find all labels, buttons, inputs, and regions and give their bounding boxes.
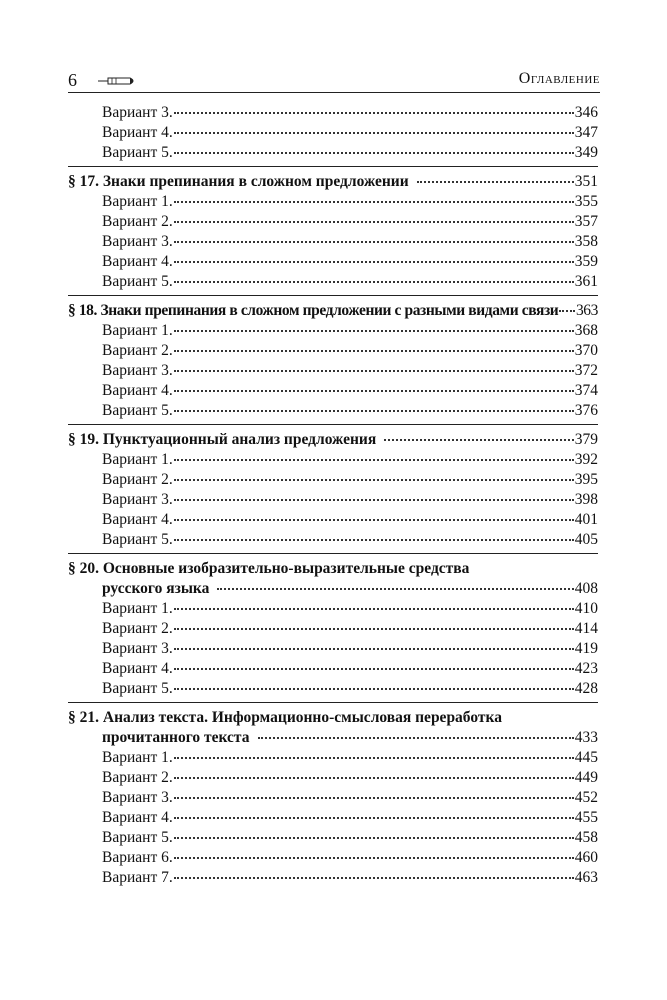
page-number: 6 bbox=[68, 70, 77, 90]
toc-entry[interactable]: Вариант 3. 358 bbox=[102, 233, 598, 250]
section-heading[interactable]: § 17. Знаки препинания в сложном предложении 351 bbox=[68, 173, 598, 190]
toc-entry[interactable]: Вариант 4. 401 bbox=[102, 511, 598, 528]
section-heading[interactable]: § 19. Пунктуационный анализ предложения 379 bbox=[68, 431, 598, 448]
toc-entry[interactable]: Вариант 7. 463 bbox=[102, 869, 598, 886]
section-heading[interactable]: § 20. Основные изобразительно-выразительные средства bbox=[68, 560, 470, 577]
toc-entry[interactable]: Вариант 5. 349 bbox=[102, 144, 598, 161]
toc-entry[interactable]: Вариант 3. 452 bbox=[102, 789, 598, 806]
toc-entry[interactable]: Вариант 3. 372 bbox=[102, 362, 598, 379]
toc-entry[interactable]: Вариант 4. 374 bbox=[102, 382, 598, 399]
toc-entry[interactable]: Вариант 3. 419 bbox=[102, 640, 598, 657]
toc-entry[interactable]: Вариант 5. 361 bbox=[102, 273, 598, 290]
toc-entry[interactable]: Вариант 2. 414 bbox=[102, 620, 598, 637]
section-heading[interactable]: § 18. Знаки препинания в сложном предложении с разными видами связи 363 bbox=[68, 302, 598, 319]
toc-entry[interactable]: Вариант 2. 395 bbox=[102, 471, 598, 488]
toc-entry[interactable]: Вариант 2. 449 bbox=[102, 769, 598, 786]
toc-section-19 bbox=[68, 430, 598, 554]
toc-entry[interactable]: Вариант 1. 368 bbox=[102, 322, 598, 339]
toc-entry[interactable]: Вариант 3. 398 bbox=[102, 491, 598, 508]
page-header bbox=[68, 64, 600, 93]
toc-entry[interactable]: Вариант 2. 370 bbox=[102, 342, 598, 359]
toc-entry[interactable]: Вариант 2. 357 bbox=[102, 213, 598, 230]
section-heading-continuation[interactable]: прочитанного текста 433 bbox=[102, 729, 598, 746]
toc-entry[interactable]: Вариант 5. 428 bbox=[102, 680, 598, 697]
running-title: Оглавление bbox=[518, 70, 600, 87]
pen-icon bbox=[96, 74, 138, 88]
toc-entry[interactable]: Вариант 1. 392 bbox=[102, 451, 598, 468]
toc-entry[interactable]: Вариант 4. 423 bbox=[102, 660, 598, 677]
toc-entry[interactable]: Вариант 1. 445 bbox=[102, 749, 598, 766]
toc-entry[interactable]: Вариант 1. 355 bbox=[102, 193, 598, 210]
toc-entry[interactable]: Вариант 6. 460 bbox=[102, 849, 598, 866]
toc-entry[interactable]: Вариант 4. 455 bbox=[102, 809, 598, 826]
toc-section-18 bbox=[68, 301, 598, 425]
toc-section-intro bbox=[68, 103, 598, 167]
toc-entry[interactable]: Вариант 5. 405 bbox=[102, 531, 598, 548]
toc-section-20 bbox=[68, 559, 598, 703]
table-of-contents bbox=[68, 103, 598, 896]
toc-entry[interactable]: Вариант 1. 410 bbox=[102, 600, 598, 617]
toc-entry[interactable]: Вариант 4. 359 bbox=[102, 253, 598, 270]
toc-entry[interactable]: Вариант 4. 347 bbox=[102, 124, 598, 141]
toc-section-17 bbox=[68, 172, 598, 296]
section-heading[interactable]: § 21. Анализ текста. Информационно-смысловая переработка bbox=[68, 709, 502, 726]
toc-entry[interactable]: Вариант 3. 346 bbox=[102, 104, 598, 121]
toc-entry[interactable]: Вариант 5. 376 bbox=[102, 402, 598, 419]
toc-section-21 bbox=[68, 708, 598, 891]
section-heading-continuation[interactable]: русского языка 408 bbox=[102, 580, 598, 597]
toc-entry[interactable]: Вариант 5. 458 bbox=[102, 829, 598, 846]
